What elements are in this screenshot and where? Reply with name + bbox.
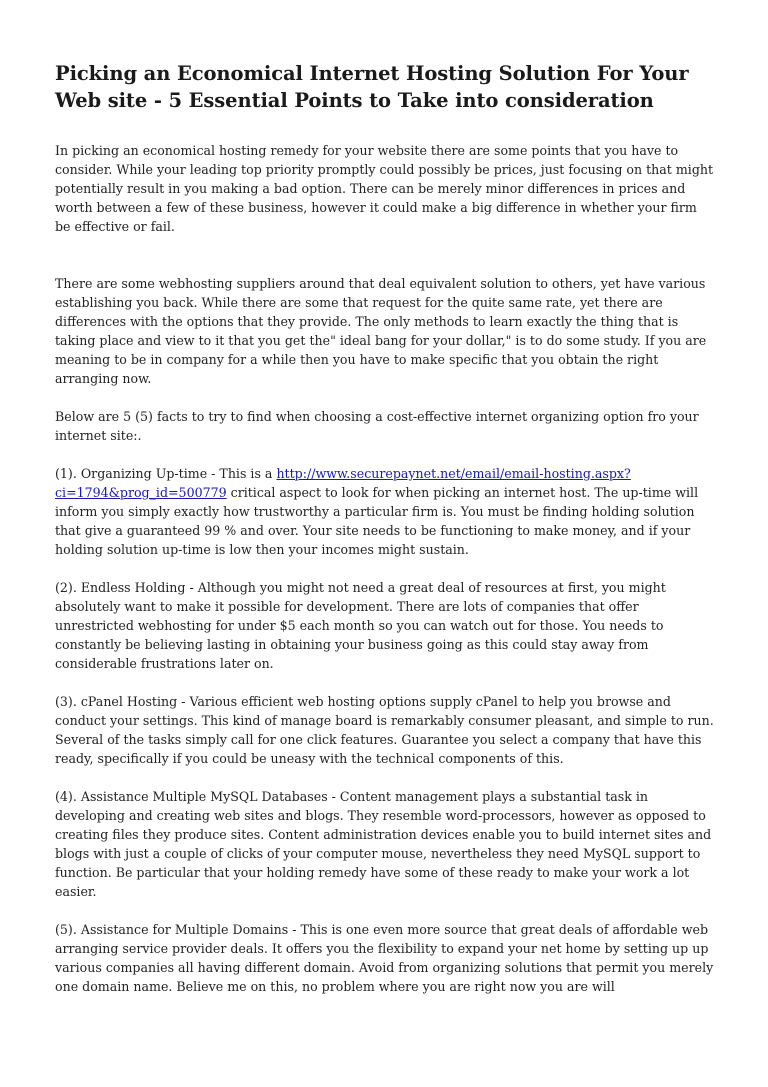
paragraph-uptime-rest: critical aspect to look for when picking an internet host. The up-time will inform you simply exactly how trustworthy a particular firm is. You must be finding holding solution that give a guaranteed 99 % and over. Your site needs to be functioning to make money, and if your holding solution up-time is low then your incomes might sustain.	[55, 485, 699, 557]
paragraph-domains: (5). Assistance for Multiple Domains - This is one even more source that great deals of affordable web arranging service provider deals. It offers you the flexibility to expand your net home by setting up up various companies all having different domain. Avoid from organizing solutions that permit you merely one domain name. Believe me on this, no problem where you are right now you are will	[55, 922, 714, 994]
paragraph-intro: In picking an economical hosting remedy for your website there are some points that you have to consider. While your leading top priority promptly could possibly be prices, just focusing on that might potentially result in you making a bad option. There can be merely minor differences in prices and worth between a few of these business, however it could make a big difference in whether your firm be effective or fail.	[55, 143, 714, 234]
paragraph-facts-intro: Below are 5 (5) facts to try to find when choosing a cost-effective internet organizing option fro your internet site:.	[55, 409, 699, 443]
paragraph-cpanel: (3). cPanel Hosting - Various efficient web hosting options supply cPanel to help you browse and conduct your settings. This kind of manage board is remarkably consumer pleasant, and simple to run. Several of the tasks simply call for one click features. Guarantee you select a company that have this ready, specifically if you could be uneasy with the technical components of this.	[55, 694, 714, 766]
paragraph-uptime	[55, 464, 714, 559]
paragraph-uptime-lead: (1). Organizing Up-time - This is a	[55, 466, 277, 481]
hosting-link[interactable]: http://www.securepaynet.net/email/email-hosting.aspx?ci=1794&prog_id=500779	[55, 466, 631, 500]
paragraph-suppliers: There are some webhosting suppliers around that deal equivalent solution to others, yet have various establishing you back. While there are some that request for the quite same rate, yet there are differences with the options that they provide. The only methods to learn exactly the thing that is taking place and view to it that you get the" ideal bang for your dollar," is to do some study. If you are meaning to be in company for a while then you have to make specific that you obtain the right arranging now.	[55, 276, 707, 386]
document-title: Picking an Economical Internet Hosting Solution For Your Web site - 5 Essential Points to Take into consideration	[55, 62, 689, 112]
paragraph-mysql: (4). Assistance Multiple MySQL Databases - Content management plays a substantial task in developing and creating web sites and blogs. They resemble word-processors, however as opposed to creating files they produce sites. Content administration devices enable you to build internet sites and blogs with just a couple of clicks of your computer mouse, nevertheless they need MySQL support to function. Be particular that your holding remedy have some of these ready to make your work a lot easier.	[55, 789, 712, 899]
paragraph-endless-holding: (2). Endless Holding - Although you might not need a great deal of resources at first, you might absolutely want to make it possible for development. There are lots of companies that offer unrestricted webhosting for under $5 each month so you can watch out for those. You needs to constantly be believing lasting in obtaining your business going as this could stay away from considerable frustrations later on.	[55, 580, 666, 671]
